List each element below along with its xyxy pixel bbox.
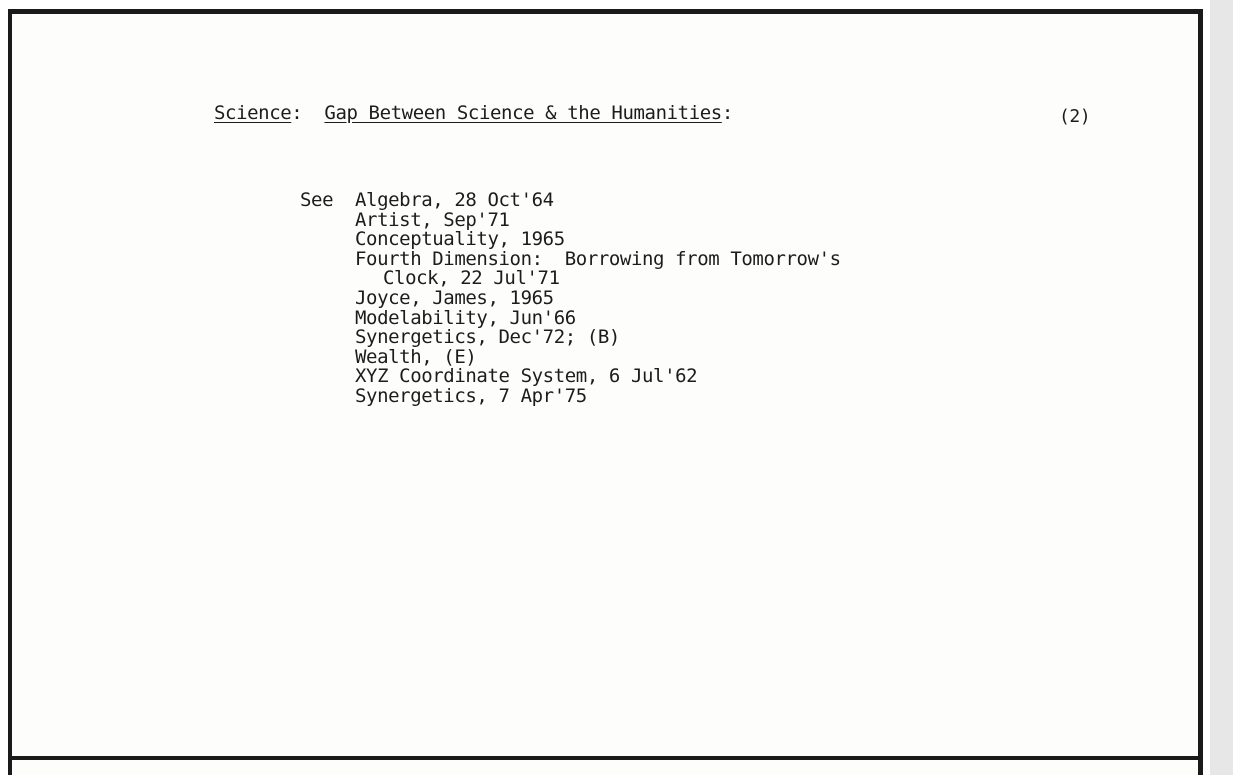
list-item: Conceptuality, 1965 [355, 228, 565, 251]
list-item: Algebra, 28 Oct'64 [355, 189, 554, 211]
heading-separator: : [291, 102, 303, 124]
card-bottom-rule [8, 756, 1203, 760]
page-number: (2) [1059, 106, 1091, 127]
cross-reference-list [355, 190, 841, 406]
see-label: See [300, 189, 334, 211]
list-item-continuation: Clock, 22 Jul'71 [383, 267, 560, 290]
card-heading [214, 103, 733, 123]
list-item: Artist, Sep'71 [355, 208, 510, 231]
list-item: Fourth Dimension: Borrowing from Tomorrow's [355, 247, 841, 270]
heading-topic: Science [214, 102, 292, 124]
list-item: Wealth, (E) [355, 345, 477, 368]
list-item: Synergetics, 7 Apr'75 [355, 384, 587, 407]
list-item: Modelability, Jun'66 [355, 306, 576, 329]
heading-subtopic: Gap Between Science & the Humanities [324, 102, 722, 124]
scan-edge [1210, 0, 1233, 775]
heading-subtopic-suffix: : [721, 102, 733, 124]
list-item: Joyce, James, 1965 [355, 286, 554, 309]
list-item: Synergetics, Dec'72; (B) [355, 326, 620, 349]
list-item: XYZ Coordinate System, 6 Jul'62 [355, 365, 698, 388]
